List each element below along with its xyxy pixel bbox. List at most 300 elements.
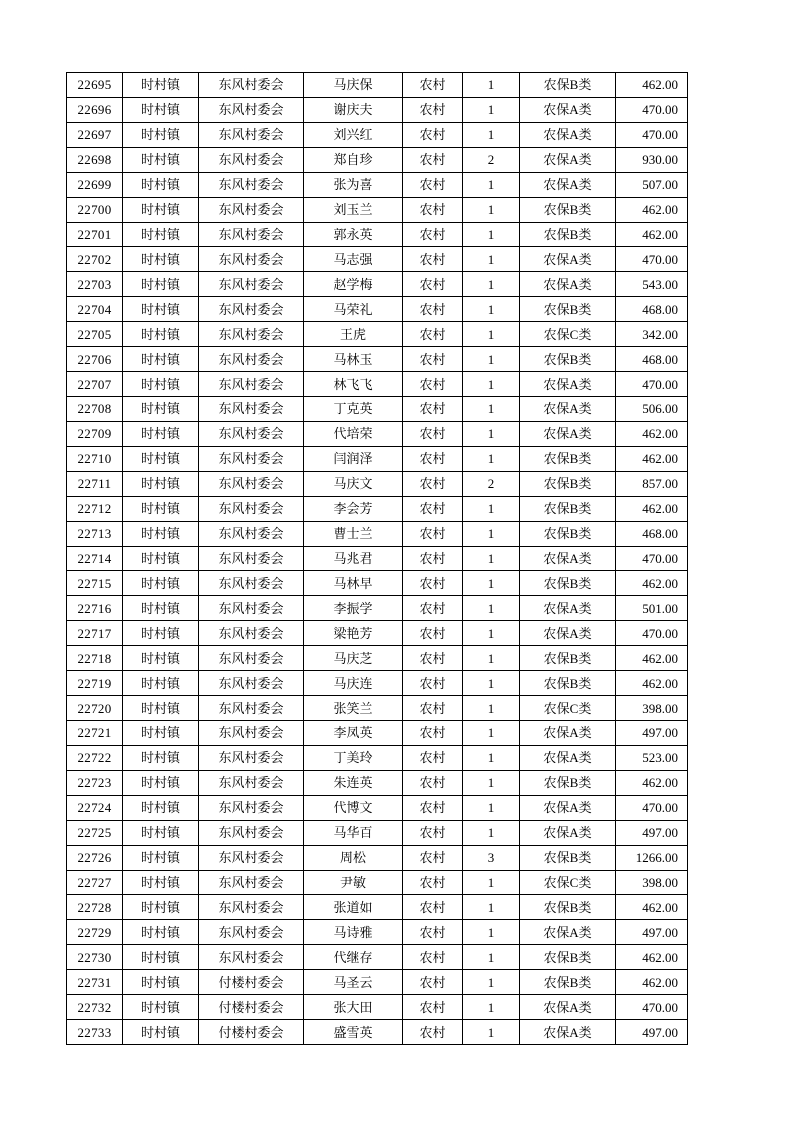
person-count-cell: 1 <box>463 172 520 197</box>
category-cell: 农村 <box>403 197 463 222</box>
row-id-cell: 22726 <box>67 845 123 870</box>
person-name-cell: 马林玉 <box>304 347 403 372</box>
person-count-cell: 1 <box>463 272 520 297</box>
category-cell: 农村 <box>403 621 463 646</box>
person-count-cell: 1 <box>463 322 520 347</box>
village-committee-cell: 东风村委会 <box>199 596 304 621</box>
person-name-cell: 赵学梅 <box>304 272 403 297</box>
town-cell: 时村镇 <box>123 471 199 496</box>
town-cell: 时村镇 <box>123 222 199 247</box>
person-count-cell: 2 <box>463 471 520 496</box>
table-row <box>67 73 688 98</box>
person-name-cell: 谢庆夫 <box>304 97 403 122</box>
person-name-cell: 马兆君 <box>304 546 403 571</box>
category-cell: 农村 <box>403 297 463 322</box>
row-id-cell: 22705 <box>67 322 123 347</box>
village-committee-cell: 东风村委会 <box>199 745 304 770</box>
row-id-cell: 22729 <box>67 920 123 945</box>
table-row <box>67 496 688 521</box>
table-row <box>67 222 688 247</box>
person-count-cell: 1 <box>463 696 520 721</box>
town-cell: 时村镇 <box>123 596 199 621</box>
category-cell: 农村 <box>403 122 463 147</box>
category-cell: 农村 <box>403 347 463 372</box>
village-committee-cell: 东风村委会 <box>199 696 304 721</box>
insurance-type-cell: 农保A类 <box>520 147 616 172</box>
amount-cell: 470.00 <box>616 995 688 1020</box>
town-cell: 时村镇 <box>123 820 199 845</box>
category-cell: 农村 <box>403 372 463 397</box>
table-row <box>67 920 688 945</box>
amount-cell: 462.00 <box>616 197 688 222</box>
table-row <box>67 1020 688 1045</box>
category-cell: 农村 <box>403 222 463 247</box>
insurance-type-cell: 农保B类 <box>520 521 616 546</box>
row-id-cell: 22706 <box>67 347 123 372</box>
village-committee-cell: 东风村委会 <box>199 396 304 421</box>
town-cell: 时村镇 <box>123 546 199 571</box>
row-id-cell: 22703 <box>67 272 123 297</box>
person-name-cell: 马荣礼 <box>304 297 403 322</box>
person-name-cell: 代培荣 <box>304 421 403 446</box>
person-name-cell: 刘玉兰 <box>304 197 403 222</box>
table-row <box>67 446 688 471</box>
amount-cell: 523.00 <box>616 745 688 770</box>
person-count-cell: 1 <box>463 571 520 596</box>
insurance-type-cell: 农保C类 <box>520 870 616 895</box>
village-committee-cell: 东风村委会 <box>199 521 304 546</box>
amount-cell: 462.00 <box>616 770 688 795</box>
amount-cell: 506.00 <box>616 396 688 421</box>
village-committee-cell: 东风村委会 <box>199 546 304 571</box>
amount-cell: 398.00 <box>616 870 688 895</box>
town-cell: 时村镇 <box>123 895 199 920</box>
row-id-cell: 22713 <box>67 521 123 546</box>
category-cell: 农村 <box>403 945 463 970</box>
person-count-cell: 1 <box>463 870 520 895</box>
insurance-type-cell: 农保C类 <box>520 696 616 721</box>
table-row <box>67 845 688 870</box>
town-cell: 时村镇 <box>123 920 199 945</box>
table-row <box>67 995 688 1020</box>
person-name-cell: 周松 <box>304 845 403 870</box>
person-name-cell: 代博文 <box>304 795 403 820</box>
village-committee-cell: 东风村委会 <box>199 247 304 272</box>
category-cell: 农村 <box>403 845 463 870</box>
category-cell: 农村 <box>403 795 463 820</box>
row-id-cell: 22733 <box>67 1020 123 1045</box>
person-count-cell: 1 <box>463 297 520 322</box>
table-row <box>67 122 688 147</box>
insurance-type-cell: 农保B类 <box>520 970 616 995</box>
row-id-cell: 22697 <box>67 122 123 147</box>
person-count-cell: 1 <box>463 920 520 945</box>
person-count-cell: 1 <box>463 197 520 222</box>
village-committee-cell: 东风村委会 <box>199 471 304 496</box>
person-count-cell: 1 <box>463 97 520 122</box>
row-id-cell: 22723 <box>67 770 123 795</box>
category-cell: 农村 <box>403 147 463 172</box>
amount-cell: 470.00 <box>616 372 688 397</box>
category-cell: 农村 <box>403 895 463 920</box>
person-name-cell: 马志强 <box>304 247 403 272</box>
person-count-cell: 1 <box>463 646 520 671</box>
amount-cell: 470.00 <box>616 247 688 272</box>
amount-cell: 930.00 <box>616 147 688 172</box>
person-name-cell: 丁美玲 <box>304 745 403 770</box>
insurance-type-cell: 农保B类 <box>520 496 616 521</box>
row-id-cell: 22712 <box>67 496 123 521</box>
amount-cell: 497.00 <box>616 820 688 845</box>
category-cell: 农村 <box>403 920 463 945</box>
row-id-cell: 22717 <box>67 621 123 646</box>
person-name-cell: 王虎 <box>304 322 403 347</box>
person-count-cell: 1 <box>463 372 520 397</box>
category-cell: 农村 <box>403 995 463 1020</box>
town-cell: 时村镇 <box>123 446 199 471</box>
row-id-cell: 22704 <box>67 297 123 322</box>
insurance-type-cell: 农保B类 <box>520 571 616 596</box>
insurance-type-cell: 农保C类 <box>520 322 616 347</box>
town-cell: 时村镇 <box>123 970 199 995</box>
table-row <box>67 970 688 995</box>
insurance-type-cell: 农保B类 <box>520 845 616 870</box>
person-count-cell: 1 <box>463 396 520 421</box>
amount-cell: 462.00 <box>616 571 688 596</box>
table-row <box>67 347 688 372</box>
insurance-type-cell: 农保A类 <box>520 172 616 197</box>
village-committee-cell: 东风村委会 <box>199 197 304 222</box>
person-name-cell: 曹士兰 <box>304 521 403 546</box>
category-cell: 农村 <box>403 671 463 696</box>
category-cell: 农村 <box>403 720 463 745</box>
town-cell: 时村镇 <box>123 172 199 197</box>
town-cell: 时村镇 <box>123 147 199 172</box>
row-id-cell: 22711 <box>67 471 123 496</box>
person-name-cell: 张大田 <box>304 995 403 1020</box>
table-row <box>67 372 688 397</box>
person-count-cell: 1 <box>463 995 520 1020</box>
category-cell: 农村 <box>403 571 463 596</box>
row-id-cell: 22695 <box>67 73 123 98</box>
person-name-cell: 梁艳芳 <box>304 621 403 646</box>
amount-cell: 468.00 <box>616 521 688 546</box>
table-row <box>67 895 688 920</box>
category-cell: 农村 <box>403 446 463 471</box>
insurance-type-cell: 农保B类 <box>520 646 616 671</box>
town-cell: 时村镇 <box>123 496 199 521</box>
payment-table <box>66 72 688 1045</box>
table-row <box>67 745 688 770</box>
town-cell: 时村镇 <box>123 696 199 721</box>
village-committee-cell: 东风村委会 <box>199 621 304 646</box>
row-id-cell: 22731 <box>67 970 123 995</box>
insurance-type-cell: 农保A类 <box>520 621 616 646</box>
town-cell: 时村镇 <box>123 720 199 745</box>
village-committee-cell: 东风村委会 <box>199 372 304 397</box>
person-count-cell: 1 <box>463 73 520 98</box>
category-cell: 农村 <box>403 970 463 995</box>
insurance-type-cell: 农保A类 <box>520 1020 616 1045</box>
person-name-cell: 林飞飞 <box>304 372 403 397</box>
category-cell: 农村 <box>403 696 463 721</box>
person-count-cell: 1 <box>463 970 520 995</box>
person-count-cell: 1 <box>463 720 520 745</box>
table-row <box>67 646 688 671</box>
person-name-cell: 尹敏 <box>304 870 403 895</box>
insurance-type-cell: 农保B类 <box>520 770 616 795</box>
row-id-cell: 22722 <box>67 745 123 770</box>
person-count-cell: 1 <box>463 895 520 920</box>
person-name-cell: 马庆连 <box>304 671 403 696</box>
row-id-cell: 22696 <box>67 97 123 122</box>
table-row <box>67 546 688 571</box>
person-name-cell: 马庆文 <box>304 471 403 496</box>
village-committee-cell: 付楼村委会 <box>199 970 304 995</box>
amount-cell: 462.00 <box>616 671 688 696</box>
insurance-type-cell: 农保A类 <box>520 596 616 621</box>
insurance-type-cell: 农保A类 <box>520 396 616 421</box>
row-id-cell: 22699 <box>67 172 123 197</box>
person-name-cell: 代继存 <box>304 945 403 970</box>
category-cell: 农村 <box>403 770 463 795</box>
insurance-type-cell: 农保A类 <box>520 421 616 446</box>
village-committee-cell: 东风村委会 <box>199 297 304 322</box>
payment-table-body <box>67 73 688 1045</box>
person-count-cell: 1 <box>463 820 520 845</box>
amount-cell: 462.00 <box>616 970 688 995</box>
person-name-cell: 刘兴红 <box>304 122 403 147</box>
category-cell: 农村 <box>403 646 463 671</box>
insurance-type-cell: 农保A类 <box>520 720 616 745</box>
town-cell: 时村镇 <box>123 795 199 820</box>
village-committee-cell: 东风村委会 <box>199 446 304 471</box>
person-count-cell: 1 <box>463 770 520 795</box>
person-name-cell: 马诗雅 <box>304 920 403 945</box>
village-committee-cell: 东风村委会 <box>199 496 304 521</box>
row-id-cell: 22714 <box>67 546 123 571</box>
row-id-cell: 22720 <box>67 696 123 721</box>
amount-cell: 462.00 <box>616 895 688 920</box>
table-row <box>67 521 688 546</box>
table-row <box>67 272 688 297</box>
amount-cell: 857.00 <box>616 471 688 496</box>
row-id-cell: 22724 <box>67 795 123 820</box>
village-committee-cell: 付楼村委会 <box>199 995 304 1020</box>
town-cell: 时村镇 <box>123 347 199 372</box>
town-cell: 时村镇 <box>123 272 199 297</box>
amount-cell: 462.00 <box>616 73 688 98</box>
category-cell: 农村 <box>403 820 463 845</box>
person-name-cell: 丁克英 <box>304 396 403 421</box>
row-id-cell: 22700 <box>67 197 123 222</box>
village-committee-cell: 东风村委会 <box>199 770 304 795</box>
village-committee-cell: 东风村委会 <box>199 795 304 820</box>
row-id-cell: 22715 <box>67 571 123 596</box>
village-committee-cell: 东风村委会 <box>199 421 304 446</box>
amount-cell: 543.00 <box>616 272 688 297</box>
insurance-type-cell: 农保A类 <box>520 546 616 571</box>
table-row <box>67 945 688 970</box>
village-committee-cell: 东风村委会 <box>199 272 304 297</box>
person-count-cell: 1 <box>463 671 520 696</box>
person-count-cell: 1 <box>463 596 520 621</box>
table-row <box>67 297 688 322</box>
person-name-cell: 郑自珍 <box>304 147 403 172</box>
category-cell: 农村 <box>403 97 463 122</box>
village-committee-cell: 东风村委会 <box>199 322 304 347</box>
insurance-type-cell: 农保B类 <box>520 347 616 372</box>
table-row <box>67 322 688 347</box>
amount-cell: 497.00 <box>616 1020 688 1045</box>
person-count-cell: 1 <box>463 745 520 770</box>
person-name-cell: 李会芳 <box>304 496 403 521</box>
table-row <box>67 795 688 820</box>
person-count-cell: 1 <box>463 122 520 147</box>
row-id-cell: 22698 <box>67 147 123 172</box>
insurance-type-cell: 农保A类 <box>520 272 616 297</box>
town-cell: 时村镇 <box>123 1020 199 1045</box>
category-cell: 农村 <box>403 745 463 770</box>
person-name-cell: 李凤英 <box>304 720 403 745</box>
village-committee-cell: 东风村委会 <box>199 571 304 596</box>
village-committee-cell: 东风村委会 <box>199 147 304 172</box>
amount-cell: 462.00 <box>616 222 688 247</box>
person-name-cell: 闫润泽 <box>304 446 403 471</box>
person-name-cell: 马庆保 <box>304 73 403 98</box>
amount-cell: 468.00 <box>616 297 688 322</box>
town-cell: 时村镇 <box>123 745 199 770</box>
table-row <box>67 596 688 621</box>
town-cell: 时村镇 <box>123 945 199 970</box>
village-committee-cell: 东风村委会 <box>199 870 304 895</box>
person-name-cell: 马圣云 <box>304 970 403 995</box>
insurance-type-cell: 农保B类 <box>520 297 616 322</box>
insurance-type-cell: 农保A类 <box>520 920 616 945</box>
person-count-cell: 1 <box>463 621 520 646</box>
table-row <box>67 621 688 646</box>
village-committee-cell: 付楼村委会 <box>199 1020 304 1045</box>
person-name-cell: 马庆芝 <box>304 646 403 671</box>
row-id-cell: 22709 <box>67 421 123 446</box>
village-committee-cell: 东风村委会 <box>199 122 304 147</box>
town-cell: 时村镇 <box>123 870 199 895</box>
person-count-cell: 2 <box>463 147 520 172</box>
person-name-cell: 张笑兰 <box>304 696 403 721</box>
category-cell: 农村 <box>403 546 463 571</box>
insurance-type-cell: 农保B类 <box>520 471 616 496</box>
town-cell: 时村镇 <box>123 322 199 347</box>
insurance-type-cell: 农保B类 <box>520 895 616 920</box>
person-count-cell: 1 <box>463 945 520 970</box>
insurance-type-cell: 农保A类 <box>520 745 616 770</box>
category-cell: 农村 <box>403 496 463 521</box>
amount-cell: 470.00 <box>616 122 688 147</box>
amount-cell: 468.00 <box>616 347 688 372</box>
village-committee-cell: 东风村委会 <box>199 720 304 745</box>
category-cell: 农村 <box>403 421 463 446</box>
person-count-cell: 1 <box>463 247 520 272</box>
village-committee-cell: 东风村委会 <box>199 671 304 696</box>
amount-cell: 497.00 <box>616 920 688 945</box>
category-cell: 农村 <box>403 172 463 197</box>
person-name-cell: 盛雪英 <box>304 1020 403 1045</box>
insurance-type-cell: 农保B类 <box>520 73 616 98</box>
village-committee-cell: 东风村委会 <box>199 845 304 870</box>
town-cell: 时村镇 <box>123 770 199 795</box>
row-id-cell: 22708 <box>67 396 123 421</box>
row-id-cell: 22728 <box>67 895 123 920</box>
insurance-type-cell: 农保A类 <box>520 820 616 845</box>
town-cell: 时村镇 <box>123 73 199 98</box>
category-cell: 农村 <box>403 272 463 297</box>
amount-cell: 470.00 <box>616 546 688 571</box>
town-cell: 时村镇 <box>123 297 199 322</box>
category-cell: 农村 <box>403 1020 463 1045</box>
category-cell: 农村 <box>403 322 463 347</box>
insurance-type-cell: 农保A类 <box>520 372 616 397</box>
table-row <box>67 197 688 222</box>
town-cell: 时村镇 <box>123 521 199 546</box>
category-cell: 农村 <box>403 471 463 496</box>
town-cell: 时村镇 <box>123 372 199 397</box>
amount-cell: 470.00 <box>616 97 688 122</box>
person-count-cell: 1 <box>463 347 520 372</box>
town-cell: 时村镇 <box>123 671 199 696</box>
insurance-type-cell: 农保B类 <box>520 222 616 247</box>
insurance-type-cell: 农保B类 <box>520 197 616 222</box>
row-id-cell: 22710 <box>67 446 123 471</box>
row-id-cell: 22727 <box>67 870 123 895</box>
person-count-cell: 1 <box>463 446 520 471</box>
town-cell: 时村镇 <box>123 421 199 446</box>
category-cell: 农村 <box>403 596 463 621</box>
row-id-cell: 22732 <box>67 995 123 1020</box>
category-cell: 农村 <box>403 247 463 272</box>
row-id-cell: 22707 <box>67 372 123 397</box>
person-count-cell: 1 <box>463 546 520 571</box>
amount-cell: 462.00 <box>616 421 688 446</box>
insurance-type-cell: 农保A类 <box>520 97 616 122</box>
insurance-type-cell: 农保B类 <box>520 446 616 471</box>
village-committee-cell: 东风村委会 <box>199 920 304 945</box>
table-row <box>67 172 688 197</box>
person-count-cell: 1 <box>463 521 520 546</box>
table-row <box>67 97 688 122</box>
person-count-cell: 1 <box>463 421 520 446</box>
person-name-cell: 马华百 <box>304 820 403 845</box>
table-row <box>67 471 688 496</box>
town-cell: 时村镇 <box>123 122 199 147</box>
village-committee-cell: 东风村委会 <box>199 895 304 920</box>
town-cell: 时村镇 <box>123 247 199 272</box>
person-name-cell: 张道如 <box>304 895 403 920</box>
village-committee-cell: 东风村委会 <box>199 646 304 671</box>
town-cell: 时村镇 <box>123 845 199 870</box>
insurance-type-cell: 农保B类 <box>520 671 616 696</box>
amount-cell: 462.00 <box>616 945 688 970</box>
category-cell: 农村 <box>403 870 463 895</box>
table-row <box>67 147 688 172</box>
town-cell: 时村镇 <box>123 621 199 646</box>
person-name-cell: 马林早 <box>304 571 403 596</box>
amount-cell: 497.00 <box>616 720 688 745</box>
town-cell: 时村镇 <box>123 571 199 596</box>
town-cell: 时村镇 <box>123 396 199 421</box>
town-cell: 时村镇 <box>123 995 199 1020</box>
town-cell: 时村镇 <box>123 97 199 122</box>
table-row <box>67 870 688 895</box>
